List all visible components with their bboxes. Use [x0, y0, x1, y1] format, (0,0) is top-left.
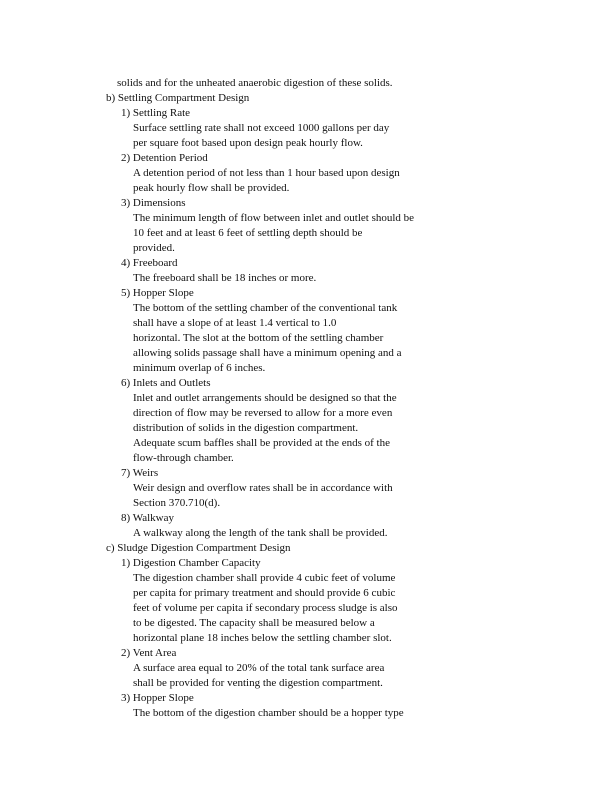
body-text-line: Inlet and outlet arrangements should be designed so that the: [133, 392, 397, 404]
body-text-line: Adequate scum baffles shall be provided at the ends of the: [133, 437, 390, 449]
body-text-line: to be digested. The capacity shall be measured below a: [133, 617, 375, 629]
body-text-line: shall be provided for venting the digestion compartment.: [133, 677, 383, 689]
body-text-line: Section 370.710(d).: [133, 497, 221, 509]
body-text-line: Weir design and overflow rates shall be in accordance with: [133, 482, 393, 494]
body-text-line: horizontal plane 18 inches below the settling chamber slot.: [133, 632, 392, 644]
body-text-line: Surface settling rate shall not exceed 1000 gallons per day: [133, 122, 390, 134]
subsection-heading: 7) Weirs: [121, 467, 159, 479]
body-text-line: provided.: [133, 242, 175, 254]
subsection-heading: 3) Hopper Slope: [121, 692, 194, 704]
body-text-line: minimum overlap of 6 inches.: [133, 362, 266, 374]
body-text-line: direction of flow may be reversed to allow for a more even: [133, 407, 393, 419]
body-text-line: A surface area equal to 20% of the total tank surface area: [133, 662, 385, 674]
body-text-line: solids and for the unheated anaerobic digestion of these solids.: [117, 77, 393, 89]
body-text-line: allowing solids passage shall have a minimum opening and a: [133, 347, 402, 359]
subsection-heading: 2) Detention Period: [121, 152, 208, 164]
body-text-line: 10 feet and at least 6 feet of settling depth should be: [133, 227, 363, 239]
body-text-line: per square foot based upon design peak hourly flow.: [133, 137, 363, 149]
section-heading: b) Settling Compartment Design: [106, 92, 250, 104]
body-text-line: flow-through chamber.: [133, 452, 234, 464]
body-text-line: feet of volume per capita if secondary process sludge is also: [133, 602, 398, 614]
body-text-line: distribution of solids in the digestion compartment.: [133, 422, 359, 434]
body-text-line: peak hourly flow shall be provided.: [133, 182, 290, 194]
subsection-heading: 5) Hopper Slope: [121, 287, 194, 299]
body-text-line: per capita for primary treatment and should provide 6 cubic: [133, 587, 396, 599]
body-text-line: The bottom of the settling chamber of the conventional tank: [133, 302, 398, 314]
subsection-heading: 1) Settling Rate: [121, 107, 191, 119]
body-text-line: A walkway along the length of the tank shall be provided.: [133, 527, 388, 539]
subsection-heading: 3) Dimensions: [121, 197, 186, 209]
subsection-heading: 8) Walkway: [121, 512, 174, 524]
body-text-line: horizontal. The slot at the bottom of the settling chamber: [133, 332, 384, 344]
subsection-heading: 2) Vent Area: [121, 647, 177, 659]
subsection-heading: 6) Inlets and Outlets: [121, 377, 211, 389]
body-text-line: A detention period of not less than 1 hour based upon design: [133, 167, 400, 179]
body-text-line: shall have a slope of at least 1.4 vertical to 1.0: [133, 317, 337, 329]
body-text-line: The freeboard shall be 18 inches or more.: [133, 272, 317, 284]
body-text-line: The minimum length of flow between inlet and outlet should be: [133, 212, 415, 224]
body-text-line: The bottom of the digestion chamber should be a hopper type: [133, 707, 404, 719]
body-text-line: The digestion chamber shall provide 4 cubic feet of volume: [133, 572, 396, 584]
section-heading: c) Sludge Digestion Compartment Design: [106, 542, 291, 554]
subsection-heading: 1) Digestion Chamber Capacity: [121, 557, 261, 569]
subsection-heading: 4) Freeboard: [121, 257, 178, 269]
